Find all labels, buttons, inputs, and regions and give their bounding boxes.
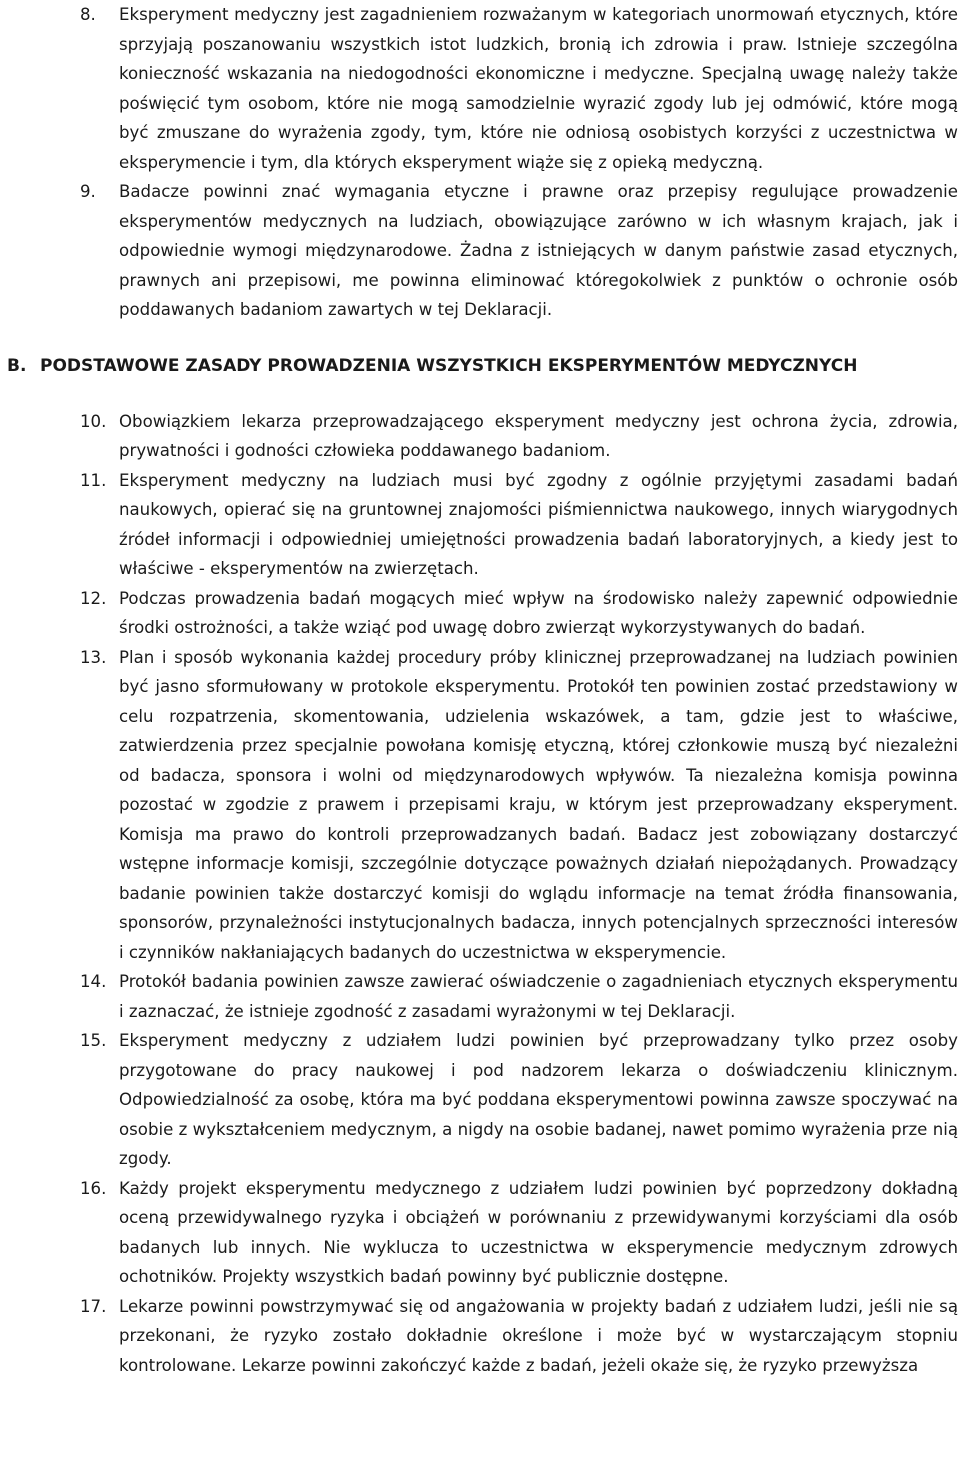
item-text: Eksperyment medyczny z udziałem ludzi powinien być przeprowadzany tylko przez osoby przygotowane do pracy naukowej i pod nadzorem lekarza o doświadczeniu klinicznym. Odpowiedzialność za osobę, która ma być poddana eksperymentowi powinna zawsze spoczywać na osobie z wykształceniem medycznym, a nigdy na osobie badanej, nawet pomimo wyrażenia prze nią zgody. (119, 1031, 958, 1168)
list-item (0, 407, 960, 466)
item-number: 8. (80, 5, 96, 24)
section-title: PODSTAWOWE ZASADY PROWADZENIA WSZYSTKICH EKSPERYMENTÓW MEDYCZNYCH (40, 355, 858, 376)
list-item (0, 0, 960, 177)
item-text: Plan i sposób wykonania każdej procedury próby klinicznej przeprowadzanej na ludziach powinien być jasno sformułowany w protokole eksperymentu. Protokół ten powinien zostać przedstawiony w celu rozpatrzenia, skomentowania, udzielenia wskazówek, a tam, gdzie jest to właściwe, zatwierdzenia przez specjalnie powołana komisję etyczną, której członkowie muszą być niezależni od badacza, sponsora i wolni od międzynarodowych wpływów. Ta niezależna komisja powinna pozostać w zgodzie z prawem i przepisami kraju, w którym jest przeprowadzany eksperyment. Komisja ma prawo do kontroli przeprowadzanych badań. Badacz jest zobowiązany dostarczyć wstępne informacje komisji, szczególnie dotyczące poważnych działań niepożądanych. Prowadzący badanie powinien także dostarczyć komisji do wglądu informacje na temat źródła finansowania, sponsorów, przynależności instytucjonalnych badacza, innych potencjalnych sprzeczności interesów i czynników nakłaniających badanych do uczestnictwa w eksperymencie. (119, 647, 958, 962)
item-number: 12. (80, 588, 107, 608)
item-number: 17. (80, 1296, 107, 1316)
item-number: 11. (80, 470, 107, 490)
list-item (0, 643, 960, 968)
list-item (0, 466, 960, 584)
item-text: Obowiązkiem lekarza przeprowadzającego eksperyment medyczny jest ochrona życia, zdrowia, prywatności i godności człowieka poddawanego badaniom. (119, 411, 958, 460)
item-number: 15. (80, 1031, 107, 1050)
item-text: Każdy projekt eksperymentu medycznego z udziałem ludzi powinien być poprzedzony dokładną oceną przewidywalnego ryzyka i obciążeń w porównaniu z przewidywanymi korzyściami dla osób badanych lub innych. Nie wyklucza to uczestnictwa w eksperymencie medycznym zdrowych ochotników. Projekty wszystkich badań powinny być publicznie dostępne. (119, 1178, 958, 1286)
item-text: Lekarze powinni powstrzymywać się od angażowania w projekty badań z udziałem ludzi, jeśli nie są przekonani, że ryzyko zostało dokładnie określone i może być w wystarczającym stopniu kontrolowane. Lekarze powinni zakończyć każde z badań, jeżeli okaże się, że ryzyko przewyższa (119, 1296, 958, 1375)
item-number: 10. (80, 411, 107, 431)
item-number: 16. (80, 1178, 107, 1198)
item-text: Eksperyment medyczny jest zagadnieniem rozważanym w kategoriach unormowań etycznych, które sprzyjają poszanowaniu wszystkich istot ludzkich, bronią ich zdrowia i praw. Istnieje szczególna konieczność wskazania na niedogodności ekonomiczne i medyczne. Specjalną uwagę należy także poświęcić tym osobom, które nie mogą samodzielnie wyrazić zgody lub jej odmówić, które mogą być zmuszane do wyrażenia zgody, tym, które nie odniosą osobistych korzyści z uczestnictwa w eksperymencie i tym, dla których eksperyment wiąże się z opieką medyczną. (119, 5, 958, 172)
item-number: 14. (80, 972, 107, 991)
list-item (0, 177, 960, 325)
item-number: 13. (80, 647, 107, 667)
section-heading (0, 351, 960, 381)
list-item (0, 1026, 960, 1174)
section-letter: B. (7, 355, 27, 376)
item-text: Badacze powinni znać wymagania etyczne i prawne oraz przepisy regulujące prowadzenie eksperymentów medycznych na ludziach, obowiązujące zarówno w ich własnym krajach, jak i odpowiednie wymogi międzynarodowe. Żadna z istniejących w danym państwie zasad etycznych, prawnych ani przepisowi, me powinna eliminować któregokolwiek z punktów o ochronie osób poddawanych badaniom zawartych w tej Deklaracji. (119, 182, 958, 319)
list-item (0, 1174, 960, 1292)
item-text: Protokół badania powinien zawsze zawierać oświadczenie o zagadnieniach etycznych eksperymentu i zaznaczać, że istnieje zgodność z zasadami wyrażonymi w tej Deklaracji. (119, 972, 958, 1021)
list-item (0, 967, 960, 1026)
item-text: Podczas prowadzenia badań mogących mieć wpływ na środowisko należy zapewnić odpowiednie środki ostrożności, a także wziąć pod uwagę dobro zwierząt wykorzystywanych do badań. (119, 588, 958, 637)
item-text: Eksperyment medyczny na ludziach musi być zgodny z ogólnie przyjętymi zasadami badań naukowych, opierać się na gruntownej znajomości piśmiennictwa naukowego, innych wiarygodnych źródeł informacji i odpowiedniej umiejętności prowadzenia badań laboratoryjnych, a kiedy jest to właściwe - eksperymentów na zwierzętach. (119, 470, 958, 578)
item-number: 9. (80, 182, 96, 201)
list-item (0, 1292, 960, 1381)
list-item (0, 584, 960, 643)
